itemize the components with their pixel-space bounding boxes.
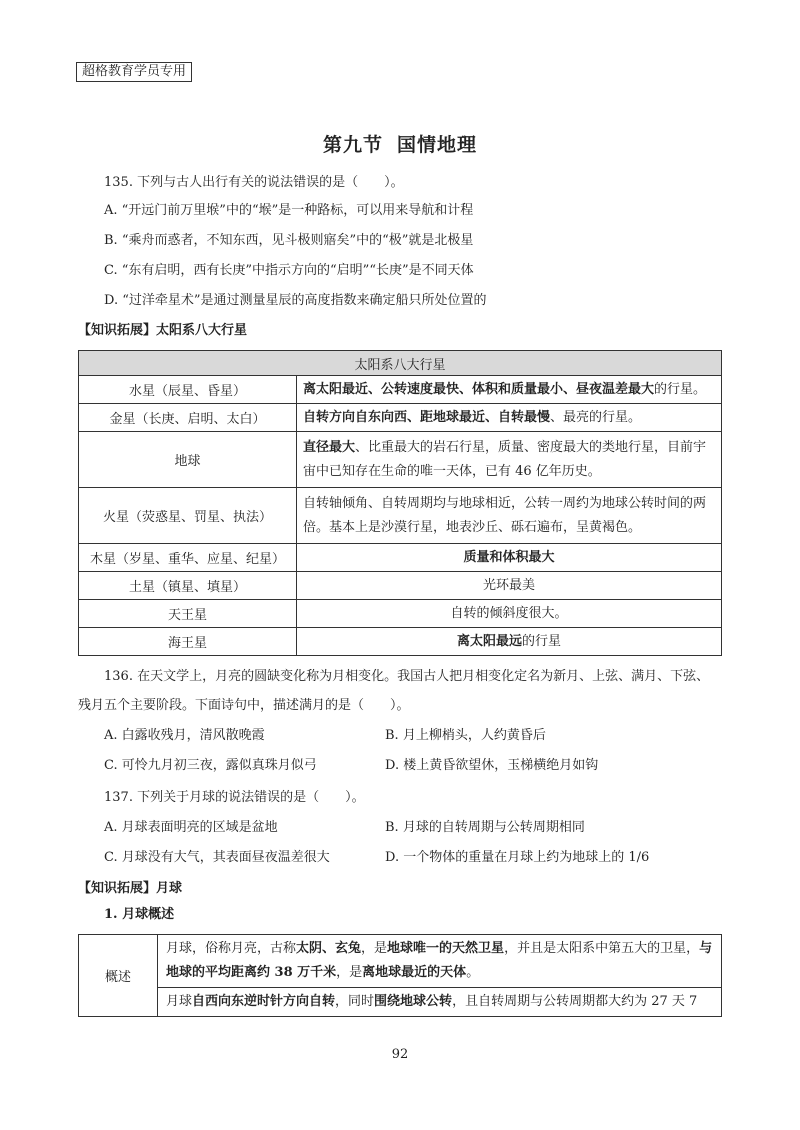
planet-desc: 自转轴倾角、自转周期均与地球相近，公转一周约为地球公转时间的两倍。基本上是沙漠行星，地表沙丘、砾石遍布，呈黄褐色。: [297, 488, 722, 544]
moon-table: [78, 934, 722, 1017]
moon-table-label: 概述: [79, 935, 158, 1017]
q136-option-c: C. 可怜九月初三夜，露似真珠月似弓: [104, 758, 317, 773]
section-number: 第九节: [322, 134, 383, 156]
q136-stem-line2: 残月五个主要阶段。下面诗句中，描述满月的是（ ）。: [78, 698, 410, 713]
planet-name: 海王星: [79, 628, 297, 656]
knowledge-extension-planets: 【知识拓展】太阳系八大行星: [78, 323, 248, 338]
q137-option-c: C. 月球没有大气，其表面昼夜温差很大: [104, 850, 330, 865]
q136-option-a: A. 白露收残月，清风散晚霞: [104, 728, 265, 743]
moon-overview-text: 月球，俗称月亮，古称太阴、玄兔，是地球唯一的天然卫星，并且是太阳系中第五大的卫星，与地球的平均距离约 38 万千米，是离地球最近的天体。: [158, 935, 722, 988]
section-name: 国情地理: [397, 134, 478, 156]
planet-name: 木星（岁星、重华、应星、纪星）: [79, 544, 297, 572]
planets-table: [78, 350, 722, 656]
q135-option-c: C. “东有启明，西有长庚”中指示方向的“启明”“长庚”是不同天体: [104, 263, 474, 278]
planet-desc: 自转方向自东向西、距地球最近、自转最慢、最亮的行星。: [297, 404, 722, 432]
q135-option-b: B. “乘舟而惑者，不知东西，见斗极则寤矣”中的“极”就是北极星: [104, 233, 474, 248]
planet-name: 火星（荧惑星、罚星、执法）: [79, 488, 297, 544]
q137-stem: 137. 下列关于月球的说法错误的是（ ）。: [104, 790, 365, 805]
q136-option-b: B. 月上柳梢头，人约黄昏后: [385, 728, 546, 743]
knowledge-extension-moon: 【知识拓展】月球: [78, 881, 183, 896]
moon-overview-heading: 1. 月球概述: [104, 907, 175, 922]
planet-desc: 离太阳最近、公转速度最快、体积和质量最小、昼夜温差最大的行星。: [297, 376, 722, 404]
planet-name: 金星（长庚、启明、太白）: [79, 404, 297, 432]
planet-desc: 直径最大、比重最大的岩石行星，质量、密度最大的类地行星，目前宇宙中已知存在生命的唯一天体，已有 46 亿年历史。: [297, 432, 722, 488]
planet-name: 土星（镇星、填星）: [79, 572, 297, 600]
q135-option-d: D. “过洋牵星术”是通过测量星辰的高度指数来确定船只所处位置的: [104, 293, 487, 308]
planet-name: 天王星: [79, 600, 297, 628]
moon-rotation-text: 月球自西向东逆时针方向自转，同时围绕地球公转，且自转周期与公转周期都大约为 27 天 7: [158, 988, 722, 1017]
planets-table-caption: 太阳系八大行星: [79, 351, 722, 376]
planet-name: 地球: [79, 432, 297, 488]
planet-desc: 质量和体积最大: [297, 544, 722, 572]
q136-stem-line1: 136. 在天文学上，月亮的圆缺变化称为月相变化。我国古人把月相变化定名为新月、上弦、满月、下弦、: [104, 669, 710, 684]
section-title: [0, 130, 800, 157]
planet-desc: 光环最美: [297, 572, 722, 600]
page-number: 92: [391, 1047, 409, 1062]
q137-option-a: A. 月球表面明亮的区域是盆地: [104, 820, 278, 835]
planet-name: 水星（辰星、昏星）: [79, 376, 297, 404]
q136-option-d: D. 楼上黄昏欲望休，玉梯横绝月如钩: [385, 758, 599, 773]
header-tag: 超格教育学员专用: [76, 62, 192, 82]
q137-option-d: D. 一个物体的重量在月球上约为地球上的 1/6: [385, 850, 650, 865]
planet-desc: 离太阳最远的行星: [297, 628, 722, 656]
q137-option-b: B. 月球的自转周期与公转周期相同: [385, 820, 585, 835]
q135-option-a: A. “开远门前万里堠”中的“堠”是一种路标，可以用来导航和计程: [104, 203, 474, 218]
planet-desc: 自转的倾斜度很大。: [297, 600, 722, 628]
q135-stem: 135. 下列与古人出行有关的说法错误的是（ ）。: [104, 175, 404, 190]
